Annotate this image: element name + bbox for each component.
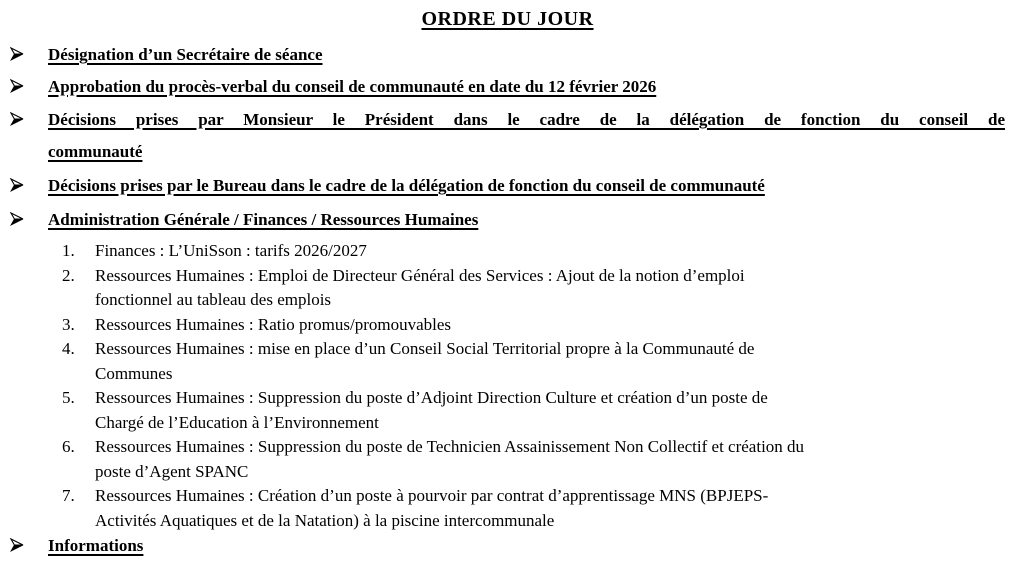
bullet-item-administration-generale: [10, 209, 1005, 230]
arrow-bullet-icon: [10, 175, 48, 192]
item-line: Ressources Humaines : Suppression du poste d’Adjoint Direction Culture et création d’un poste de: [95, 388, 768, 407]
bullet-item-approbation: [10, 76, 1005, 97]
item-number: 7.: [62, 486, 75, 505]
numbered-item-2: [62, 264, 1005, 313]
item-number: 5.: [62, 388, 75, 407]
bullet-label-line-2: communauté: [48, 142, 143, 161]
item-number: 3.: [62, 314, 75, 334]
bullet-item-informations: [10, 535, 1005, 556]
item-number: 1.: [62, 241, 75, 260]
numbered-item-6: [62, 435, 1005, 484]
numbered-item-7: [62, 484, 1005, 533]
bullet-label: Désignation d’un Secrétaire de séance: [48, 45, 323, 64]
item-line: Ressources Humaines : Ratio promus/promouvables: [95, 314, 452, 334]
bullet-label: Décisions prises par le Bureau dans le cadre de la délégation de fonction du conseil de communauté: [48, 176, 765, 195]
bullet-label: Approbation du procès-verbal du conseil de communauté en date du 12 février 2026: [48, 77, 657, 96]
numbered-item-1: [62, 239, 1005, 264]
item-line: poste d’Agent SPANC: [95, 461, 249, 481]
bullet-item-decisions-bureau: [10, 175, 1005, 196]
item-number: 2.: [62, 265, 75, 285]
item-line: Communes: [95, 363, 173, 383]
bullet-label: Informations: [48, 536, 144, 555]
numbered-item-4: [62, 337, 1005, 386]
bullet-item-decisions-president: [10, 109, 1005, 162]
item-line: Ressources Humaines : Création d’un poste à pourvoir par contrat d’apprentissage MNS (BPJEPS-: [95, 486, 769, 505]
numbered-item-3: [62, 313, 1005, 338]
agenda-title-text: ORDRE DU JOUR: [421, 8, 594, 30]
arrow-bullet-icon: [10, 109, 48, 126]
item-line: Chargé de l’Education à l’Environnement: [95, 412, 379, 432]
item-line: Activités Aquatiques et de la Natation) à la piscine intercommunale: [95, 510, 555, 530]
item-line: Ressources Humaines : mise en place d’un Conseil Social Territorial propre à la Communauté de: [95, 339, 755, 358]
item-line: Finances : L’UniSson : tarifs 2026/2027: [95, 241, 367, 260]
arrow-bullet-icon: [10, 209, 48, 226]
item-number: 6.: [62, 437, 75, 456]
item-line: fonctionnel au tableau des emplois: [95, 290, 332, 309]
numbered-item-5: [62, 386, 1005, 435]
agenda-title: [10, 6, 1005, 32]
arrow-bullet-icon: [10, 535, 48, 552]
arrow-bullet-icon: [10, 76, 48, 93]
bullet-label: Administration Générale / Finances / Ressources Humaines: [48, 210, 479, 229]
bullet-label-line-1: Décisions prises par Monsieur le Président dans le cadre de la délégation de fonction du conseil de: [48, 110, 1005, 129]
agenda-numbered-list: [62, 239, 1005, 533]
bullet-item-secretaire: [10, 44, 1005, 65]
item-number: 4.: [62, 339, 75, 358]
item-line: Ressources Humaines : Suppression du poste de Technicien Assainissement Non Collectif et création du: [95, 437, 805, 456]
arrow-bullet-icon: [10, 44, 48, 61]
item-line: Ressources Humaines : Emploi de Directeur Général des Services : Ajout de la notion d’emploi: [95, 265, 745, 285]
